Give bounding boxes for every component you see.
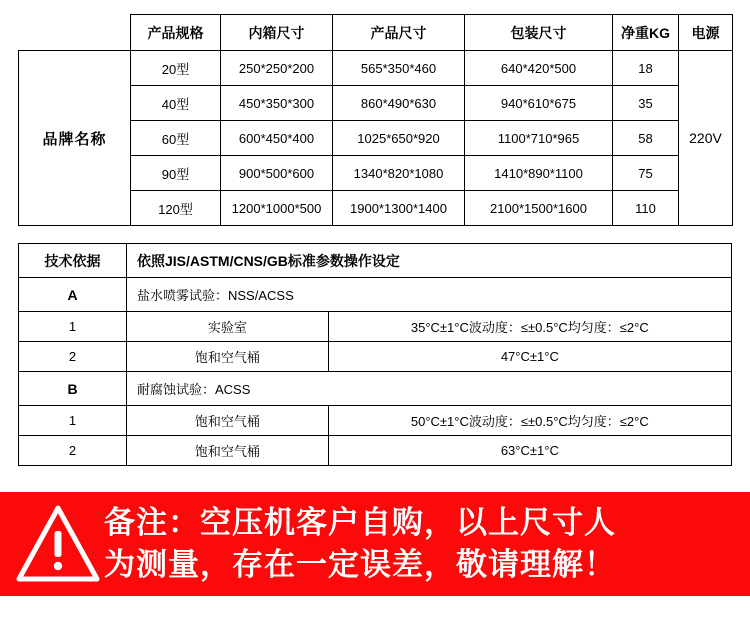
tech-row-value: 63°C±1°C xyxy=(328,436,731,466)
spec-inner-box: 600*450*400 xyxy=(221,121,333,156)
warning-triangle-icon xyxy=(16,505,100,583)
spec-package-size: 1100*710*965 xyxy=(465,121,613,156)
spec-header-net-weight: 净重KG xyxy=(613,15,679,51)
spec-model: 20型 xyxy=(131,51,221,86)
spec-model: 90型 xyxy=(131,156,221,191)
tech-row-no: 1 xyxy=(19,312,127,342)
table-row xyxy=(19,51,733,86)
spec-product-size: 565*350*460 xyxy=(333,51,465,86)
tech-row-label: 饱和空气桶 xyxy=(127,406,329,436)
tech-row-value: 35°C±1°C波动度：≤±0.5°C均匀度：≤2°C xyxy=(328,312,731,342)
tech-section-a-row xyxy=(19,278,732,312)
spec-table-container xyxy=(18,14,732,226)
tech-row-label: 实验室 xyxy=(127,312,329,342)
tech-row-no: 2 xyxy=(19,436,127,466)
table-row xyxy=(19,406,732,436)
spec-net-weight: 35 xyxy=(613,86,679,121)
tech-basis-value: 依照JIS/ASTM/CNS/GB标准参数操作设定 xyxy=(127,244,732,278)
spec-header-model: 产品规格 xyxy=(131,15,221,51)
spec-header-package-size: 包装尺寸 xyxy=(465,15,613,51)
spec-inner-box: 900*500*600 xyxy=(221,156,333,191)
spec-product-size: 1340*820*1080 xyxy=(333,156,465,191)
spec-model: 120型 xyxy=(131,191,221,226)
tech-row-value: 50°C±1°C波动度：≤±0.5°C均匀度：≤2°C xyxy=(328,406,731,436)
spec-package-size: 2100*1500*1600 xyxy=(465,191,613,226)
notice-line-1: 备注：空压机客户自购，以上尺寸人 xyxy=(104,505,616,541)
spec-product-size: 1025*650*920 xyxy=(333,121,465,156)
table-row xyxy=(19,312,732,342)
spec-package-size: 940*610*675 xyxy=(465,86,613,121)
tech-section-b-row xyxy=(19,372,732,406)
tech-row-label: 饱和空气桶 xyxy=(127,436,329,466)
spec-net-weight: 75 xyxy=(613,156,679,191)
spec-net-weight: 58 xyxy=(613,121,679,156)
tech-row-no: 1 xyxy=(19,406,127,436)
tech-section-key: A xyxy=(19,278,127,312)
spec-inner-box: 250*250*200 xyxy=(221,51,333,86)
tech-title-row xyxy=(19,244,732,278)
spec-header-inner-box: 内箱尺寸 xyxy=(221,15,333,51)
tech-basis-label: 技术依据 xyxy=(19,244,127,278)
tech-table xyxy=(18,243,732,466)
spec-product-size: 1900*1300*1400 xyxy=(333,191,465,226)
spec-product-size: 860*490*630 xyxy=(333,86,465,121)
tech-section-key: B xyxy=(19,372,127,406)
tech-row-value: 47°C±1°C xyxy=(328,342,731,372)
spec-net-weight: 18 xyxy=(613,51,679,86)
spec-package-size: 1410*890*1100 xyxy=(465,156,613,191)
spec-voltage-cell: 220V xyxy=(679,51,733,226)
spec-table xyxy=(18,14,733,226)
spec-header-product-size: 产品尺寸 xyxy=(333,15,465,51)
tech-table-container xyxy=(18,243,732,466)
spec-inner-box: 450*350*300 xyxy=(221,86,333,121)
spec-header-power: 电源 xyxy=(679,15,733,51)
tech-row-label: 饱和空气桶 xyxy=(127,342,329,372)
notice-line-2: 为测量，存在一定误差，敬请理解！ xyxy=(104,547,616,582)
spec-model: 40型 xyxy=(131,86,221,121)
brand-name-cell: 品牌名称 xyxy=(19,51,131,226)
spec-net-weight: 110 xyxy=(613,191,679,226)
spec-header-corner xyxy=(19,15,131,51)
spec-inner-box: 1200*1000*500 xyxy=(221,191,333,226)
notice-banner xyxy=(0,492,750,596)
notice-text xyxy=(104,502,616,586)
table-row xyxy=(19,436,732,466)
tech-section-header: 耐腐蚀试验：ACSS xyxy=(127,372,732,406)
spec-table-header-row xyxy=(19,15,733,51)
spec-model: 60型 xyxy=(131,121,221,156)
tech-section-header: 盐水喷雾试验：NSS/ACSS xyxy=(127,278,732,312)
tech-row-no: 2 xyxy=(19,342,127,372)
spec-package-size: 640*420*500 xyxy=(465,51,613,86)
table-row xyxy=(19,342,732,372)
